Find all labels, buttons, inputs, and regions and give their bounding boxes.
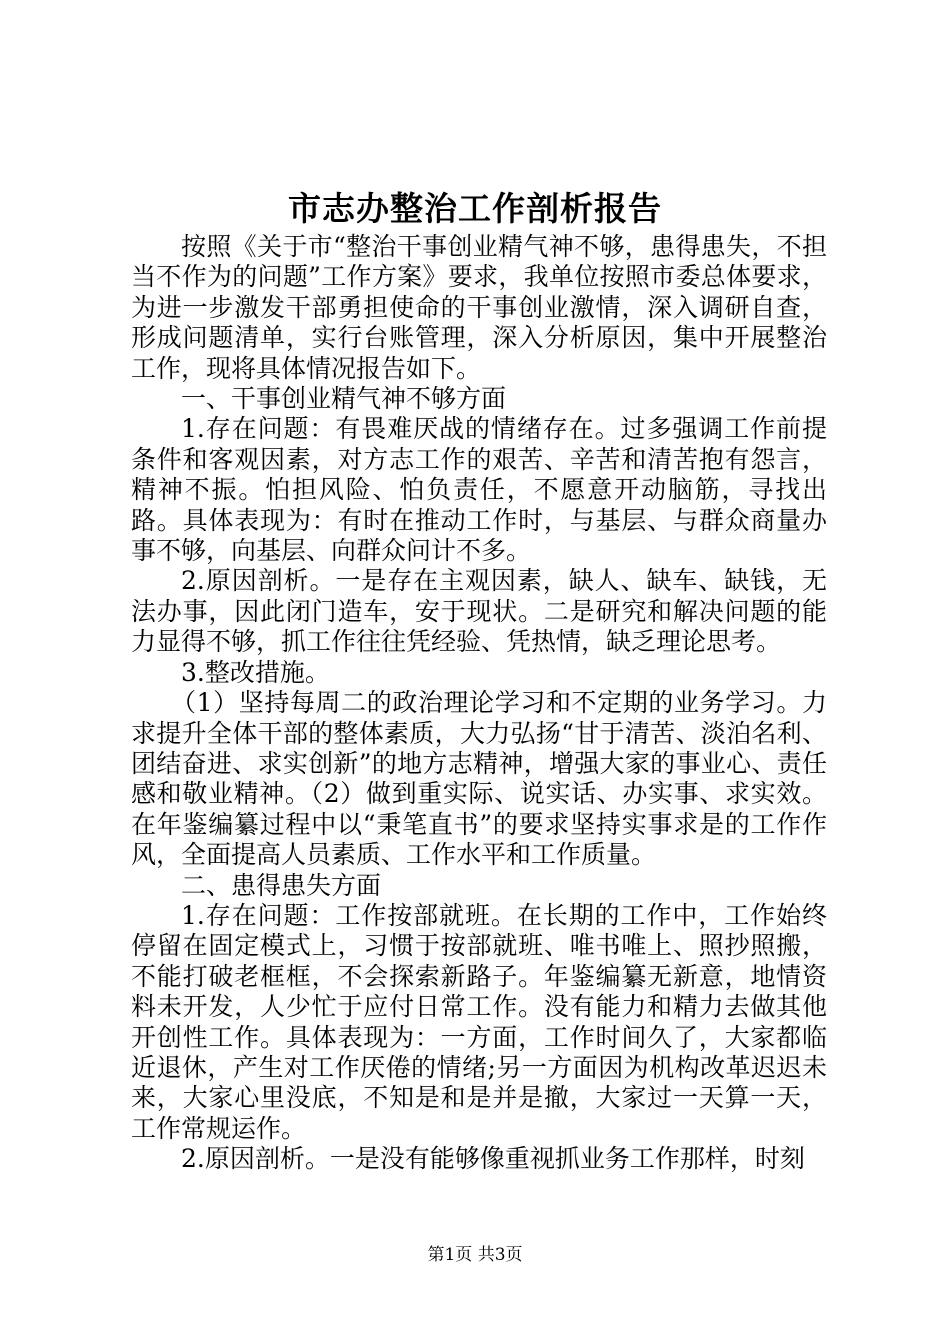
section1-measures-heading: 3.整改措施。 [181, 657, 330, 687]
section2-cause-paragraph: 2.原因剖析。一是没有能够像重视抓业务工作那样，时刻 [181, 1144, 805, 1174]
section-heading-2: 二、患得患失方面 [181, 870, 382, 900]
document-title: 市志办整治工作剖析报告 [288, 189, 662, 228]
document-body [131, 232, 827, 1175]
section-heading-1: 一、干事创业精气神不够方面 [181, 384, 507, 414]
section2-problem-paragraph: 1.存在问题：工作按部就班。在长期的工作中，工作始终停留在固定模式上，习惯于按部就班、唯书唯上、照抄照搬，不能打破老框框，不会探索新路子。年鉴编纂无新意，地情资料未开发，人少忙于应付日常工作。没有能力和精力去做其他开创性工作。具体表现为：一方面，工作时间久了，大家都临近退休，产生对工作厌倦的情绪;另一方面因为机构改革迟迟未来，大家心里没底，不知是和是并是撤，大家过一天算一天，工作常规运作。 [131, 900, 827, 1143]
section1-cause-paragraph: 2.原因剖析。一是存在主观因素，缺人、缺车、缺钱，无法办事，因此闭门造车，安于现状。二是研究和解决问题的能力显得不够，抓工作往往凭经验、凭热情，缺乏理论思考。 [131, 566, 827, 657]
section1-measures-paragraph: （1）坚持每周二的政治理论学习和不定期的业务学习。力求提升全体干部的整体素质，大力弘扬“甘于清苦、淡泊名利、团结奋进、求实创新”的地方志精神，增强大家的事业心、责任感和敬业精神。（2）做到重实际、说实话、办实事、求实效。在年鉴编纂过程中以“秉笔直书”的要求坚持实事求是的工作作风，全面提高人员素质、工作水平和工作质量。 [131, 688, 827, 870]
intro-paragraph: 按照《关于市“整治干事创业精气神不够，患得患失，不担当不作为的问题”工作方案》要求，我单位按照市委总体要求，为进一步激发干部勇担使命的干事创业激情，深入调研自查，形成问题清单，实行台账管理，深入分析原因，集中开展整治工作，现将具体情况报告如下。 [131, 232, 827, 383]
page-footer: 第1页 共3页 [427, 1245, 523, 1265]
section1-problem-paragraph: 1.存在问题：有畏难厌战的情绪存在。过多强调工作前提条件和客观因素，对方志工作的艰苦、辛苦和清苦抱有怨言，精神不振。怕担风险、怕负责任，不愿意开动脑筋，寻找出路。具体表现为：有时在推动工作时，与基层、与群众商量办事不够，向基层、向群众问计不多。 [131, 414, 827, 566]
